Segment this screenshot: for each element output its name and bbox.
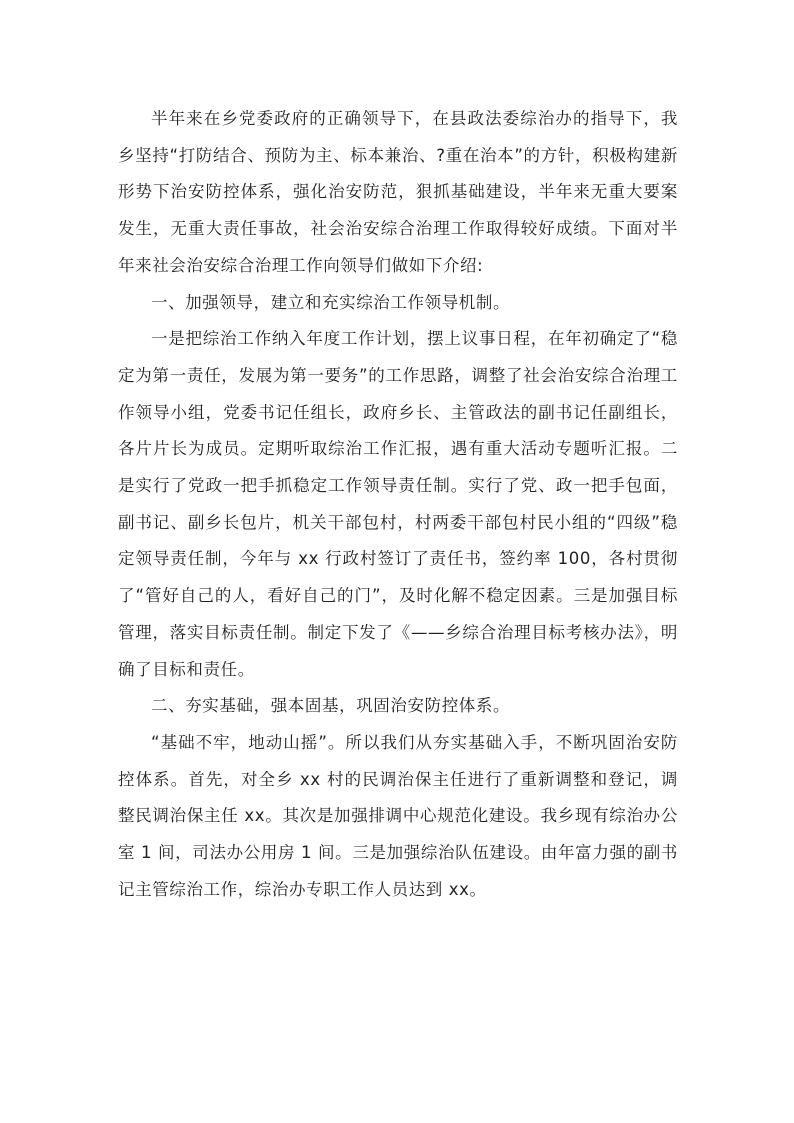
section-heading-2: 二、夯实基础，强本固基，巩固治安防控体系。	[151, 696, 511, 716]
paragraph-intro: 半年来在乡党委政府的正确领导下，在县政法委综治办的指导下，我乡坚持“打防结合、预防为主、标本兼治、?重在治本”的方针，积极构建新形势下治安防控体系，强化治安防范，狠抓基础建设，半年来无重大要案发生，无重大责任事故，社会治安综合治理工作取得较好成绩。下面对半年来社会治安综合治理工作向领导们做如下介绍:	[118, 109, 678, 275]
paragraph-section-1: 一是把综治工作纳入年度工作计划，摆上议事日程，在年初确定了“稳定为第一责任，发展为第一要务”的工作思路，调整了社会治安综合治理工作领导小组，党委书记任组长，政府乡长、主管政法的副书记任副组长，各片片长为成员。定期听取综治工作汇报，遇有重大活动专题听汇报。二是实行了党政一把手抓稳定工作领导责任制。实行了党、政一把手包面，副书记、副乡长包片，机关干部包村，村两委干部包村民小组的“四级”稳定领导责任制，今年与 xx 行政村签订了责任书，签约率 100，各村贯彻了“管好自己的人，看好自己的门”，及时化解不稳定因素。三是加强目标管理，落实目标责任制。制定下发了《——乡综合治理目标考核办法》，明确了目标和责任。	[118, 329, 678, 679]
section-heading-1: 一、加强领导，建立和充实综治工作领导机制。	[151, 292, 511, 312]
paragraph-section-2: “基础不牢，地动山摇”。所以我们从夯实基础入手，不断巩固治安防控体系。首先，对全乡 xx 村的民调治保主任进行了重新调整和登记，调整民调治保主任 xx。其次是加强排调中心规范化建设。我乡现有综治办公室 1 间，司法办公用房 1 间。三是加强综治队伍建设。由年富力强的副书记主管综治工作，综治办专职工作人员达到 xx。	[118, 732, 678, 899]
document-body	[118, 101, 678, 908]
